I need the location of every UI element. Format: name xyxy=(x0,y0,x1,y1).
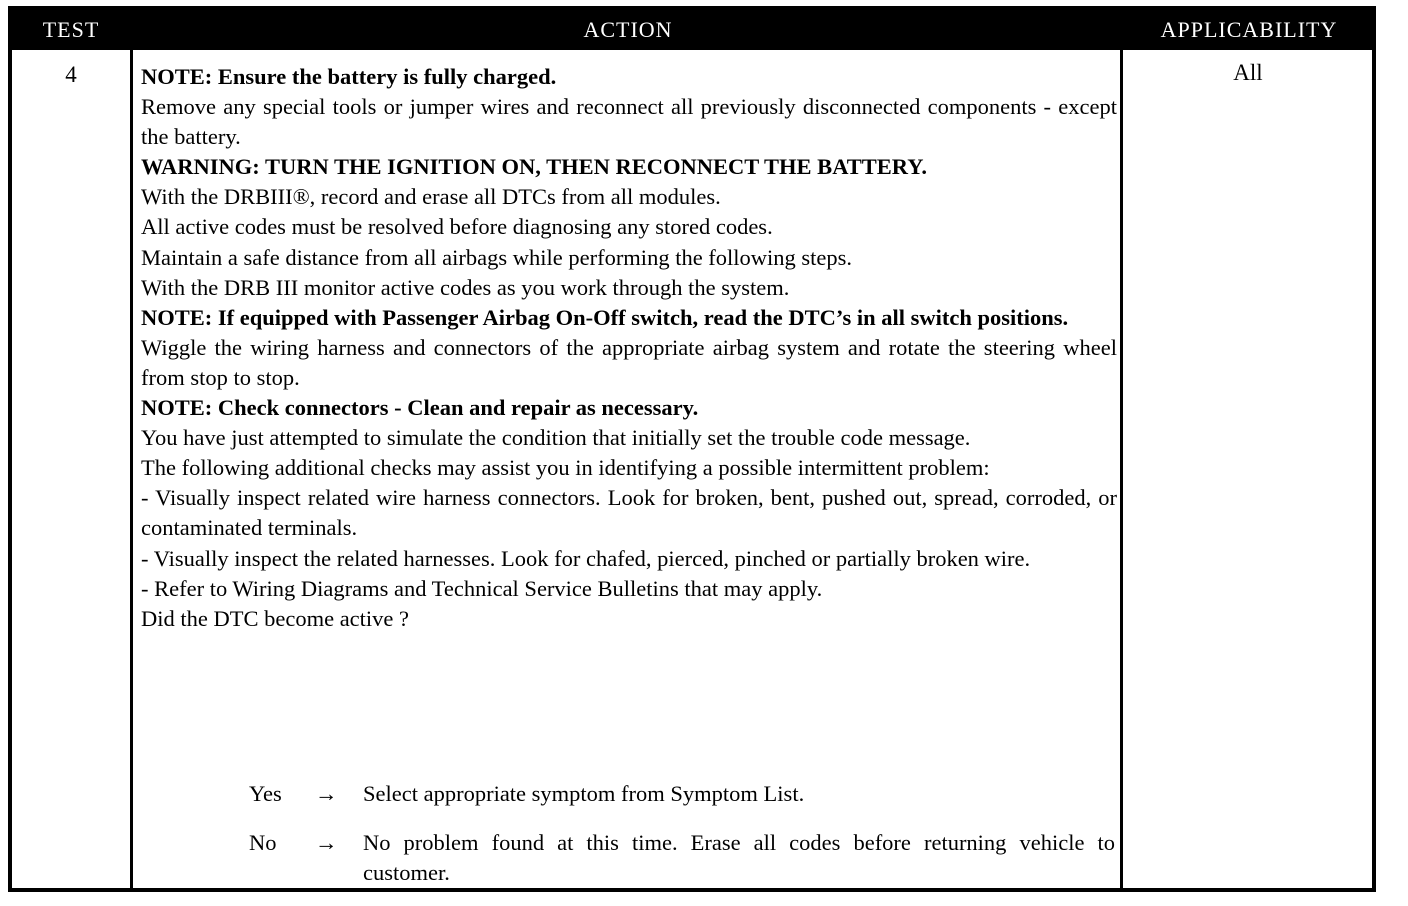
result-no-text: No problem found at this time. Erase all codes before returning vehicle to customer. xyxy=(363,830,1115,885)
header-applicability: APPLICABILITY xyxy=(1160,17,1338,42)
applicability-value: All xyxy=(1233,60,1263,85)
instruction-line: - Visually inspect the related harnesses. Look for chafed, pierced, pinched or partially broken wire. xyxy=(141,545,1031,571)
instruction-line: - Refer to Wiring Diagrams and Technical Service Bulletins that may apply. xyxy=(141,575,823,601)
instruction-line: Remove any special tools or jumper wires and reconnect all previously disconnected components - except the battery. xyxy=(141,94,1117,150)
note-line: NOTE: If equipped with Passenger Airbag On-Off switch, read the DTC’s in all switch positions. xyxy=(141,304,1069,330)
result-no-label: No xyxy=(249,830,277,855)
instruction-line: The following additional checks may assist you in identifying a possible intermittent problem: xyxy=(141,455,990,481)
test-number: 4 xyxy=(65,62,77,87)
column-divider-applicability xyxy=(1120,10,1123,888)
action-text xyxy=(141,62,1117,634)
instruction-line: With the DRBIII®, record and erase all DTCs from all modules. xyxy=(141,184,721,210)
note-line: WARNING: TURN THE IGNITION ON, THEN RECONNECT THE BATTERY. xyxy=(141,154,928,180)
column-divider-test xyxy=(130,10,133,888)
header-action: ACTION xyxy=(583,17,673,42)
result-yes-label: Yes xyxy=(249,781,282,806)
diagnostic-table xyxy=(8,6,1376,892)
note-line: NOTE: Ensure the battery is fully charged. xyxy=(141,64,557,89)
table-header-row xyxy=(12,10,1372,50)
header-test: TEST xyxy=(42,17,100,42)
result-no xyxy=(249,828,1115,890)
instruction-line: Maintain a safe distance from all airbags while performing the following steps. xyxy=(141,244,853,270)
instruction-line: You have just attempted to simulate the condition that initially set the trouble code message. xyxy=(141,425,971,451)
result-yes xyxy=(249,779,1115,811)
instruction-line: Wiggle the wiring harness and connectors of the appropriate airbag system and rotate the steering wheel from stop to stop. xyxy=(141,334,1117,390)
instruction-line: With the DRB III monitor active codes as you work through the system. xyxy=(141,274,790,300)
right-arrow-icon: → xyxy=(315,830,338,855)
result-yes-text: Select appropriate symptom from Symptom List. xyxy=(363,781,805,806)
instruction-line: - Visually inspect related wire harness connectors. Look for broken, bent, pushed out, spread, corroded, or contaminated terminals. xyxy=(141,485,1117,541)
right-arrow-icon: → xyxy=(315,781,338,806)
note-line: NOTE: Check connectors - Clean and repair as necessary. xyxy=(141,395,699,421)
instruction-line: Did the DTC become active ? xyxy=(141,605,410,631)
instruction-line: All active codes must be resolved before diagnosing any stored codes. xyxy=(141,214,773,240)
